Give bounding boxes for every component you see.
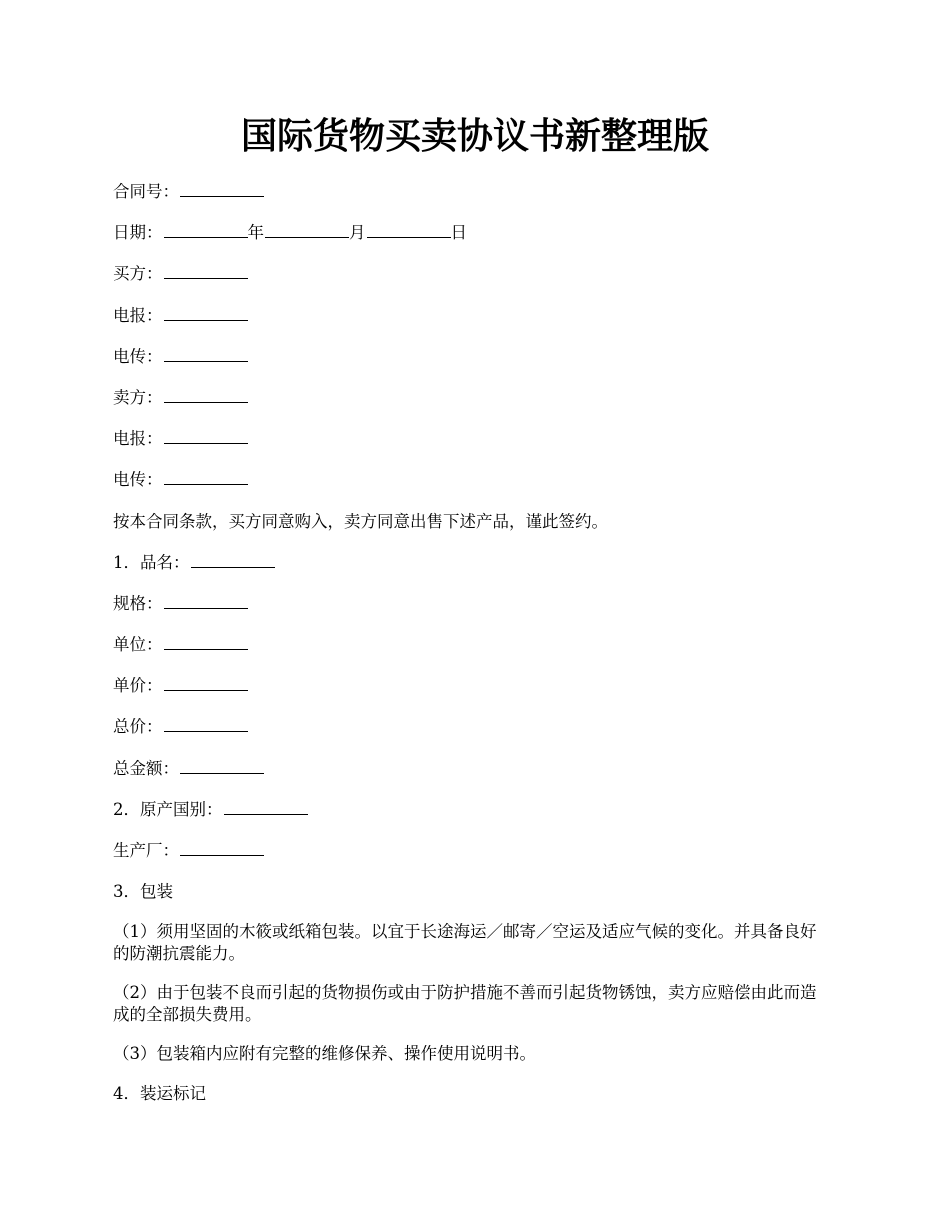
buyer-blank <box>164 262 248 279</box>
document-body <box>113 180 831 1124</box>
buyer-label: 买方： <box>113 264 163 284</box>
seller-fax-label: 电传： <box>113 470 163 490</box>
unit-price-line <box>113 674 831 698</box>
seller-line <box>113 386 831 410</box>
seller-fax-line <box>113 468 831 492</box>
manufacturer-blank <box>180 839 264 856</box>
date-label: 日期： <box>113 223 163 243</box>
intro-line: 按本合同条款，买方同意购入，卖方同意出售下述产品，谨此签约。 <box>113 511 608 531</box>
day-blank <box>367 221 451 238</box>
date-line <box>113 221 831 245</box>
month-blank <box>265 221 349 238</box>
total-price-label: 总价： <box>113 717 163 737</box>
total-amount-label: 总金额： <box>113 758 179 778</box>
seller-telegram-line <box>113 427 831 451</box>
buyer-fax-line <box>113 345 831 369</box>
year-label: 年 <box>247 223 264 243</box>
manufacturer-label: 生产厂： <box>113 841 179 860</box>
country-of-origin-line <box>113 798 831 822</box>
seller-telegram-label: 电报： <box>113 429 163 449</box>
specification-label: 规格： <box>113 593 163 613</box>
month-label: 月 <box>349 223 366 243</box>
unit-price-blank <box>164 674 248 691</box>
total-price-blank <box>164 715 248 732</box>
total-price-line <box>113 715 831 739</box>
buyer-telegram-blank <box>164 304 248 321</box>
packing-clause-3: （3）包装箱内应附有完整的维修保养、操作使用说明书。 <box>113 1044 536 1064</box>
seller-fax-blank <box>164 468 248 485</box>
seller-blank <box>164 386 248 403</box>
product-name-label: 1．品名： <box>113 552 190 572</box>
manufacturer-line <box>113 839 831 863</box>
buyer-line <box>113 262 831 286</box>
total-amount-line <box>113 757 831 781</box>
unit-price-label: 单价： <box>113 676 163 696</box>
product-name-blank <box>191 551 275 568</box>
buyer-fax-blank <box>164 345 248 362</box>
specification-line <box>113 592 831 616</box>
specification-blank <box>164 592 248 609</box>
country-of-origin-label: 2．原产国别： <box>113 799 223 819</box>
unit-blank <box>164 633 248 650</box>
year-blank <box>164 221 248 238</box>
contract-number-label: 合同号： <box>113 182 179 201</box>
day-label: 日 <box>450 223 467 243</box>
packing-heading: 3．包装 <box>113 882 173 902</box>
buyer-fax-label: 电传： <box>113 346 163 366</box>
unit-label: 单位： <box>113 635 163 655</box>
seller-label: 卖方： <box>113 387 163 407</box>
country-of-origin-blank <box>224 798 308 815</box>
product-name-line <box>113 551 831 575</box>
document-title: 国际货物买卖协议书新整理版 <box>240 115 709 157</box>
seller-telegram-blank <box>164 427 248 444</box>
contract-number-line <box>113 180 831 204</box>
packing-clause-2: （2）由于包装不良而引起的货物损伤或由于防护措施不善而引起货物锈蚀，卖方应赔偿由此而造成的全部损失费用。 <box>113 983 817 1025</box>
buyer-telegram-line <box>113 304 831 328</box>
packing-clause-1: （1）须用坚固的木筱或纸箱包装。以宜于长途海运／邮寄／空运及适应气候的变化。并具备良好的防潮抗震能力。 <box>113 922 817 964</box>
contract-number-blank <box>180 180 264 197</box>
buyer-telegram-label: 电报： <box>113 305 163 325</box>
unit-line <box>113 633 831 657</box>
shipping-mark-heading: 4．装运标记 <box>113 1084 206 1104</box>
total-amount-blank <box>180 757 264 774</box>
